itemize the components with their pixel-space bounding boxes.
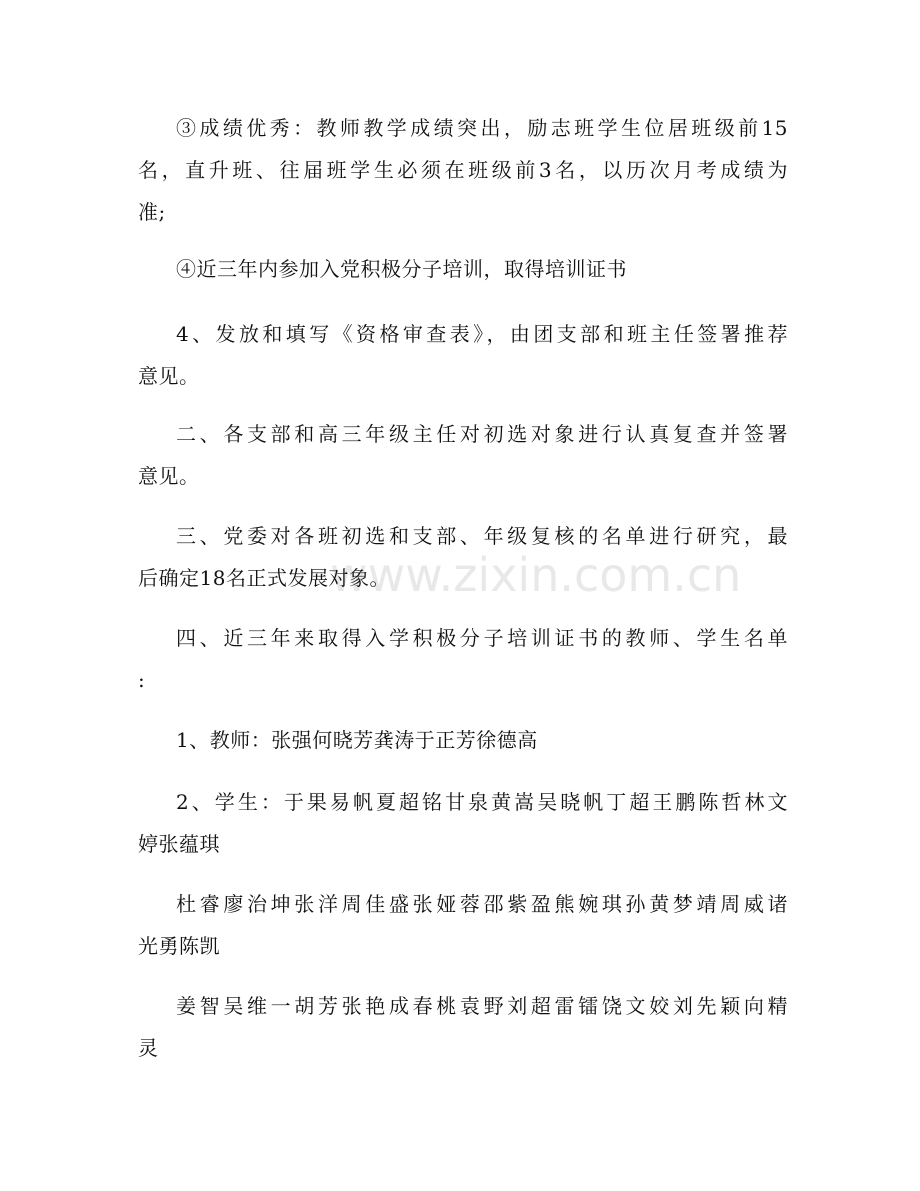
text-line: 光勇陈凯 <box>138 934 220 958</box>
text-line: : <box>138 668 146 692</box>
paragraph-section-3 <box>138 515 788 599</box>
text-line: 婷张蕴琪 <box>138 832 220 856</box>
text-line: 2、学生：于果易帆夏超铭甘泉黄嵩吴晓帆丁超王鹏陈哲林文 <box>176 790 788 814</box>
paragraph-step-4 <box>138 313 788 397</box>
paragraph-criteria-3 <box>138 107 788 233</box>
paragraph-section-4 <box>138 617 788 701</box>
text-line: 意见。 <box>138 364 200 388</box>
text-line: 姜智吴维一胡芳张艳成春桃袁野刘超雷镭饶文姣刘先颖向精 <box>176 994 788 1018</box>
paragraph-teachers <box>138 719 788 761</box>
text-line: 准; <box>138 200 166 224</box>
text-line: ③成绩优秀：教师教学成绩突出，励志班学生位居班级前15 <box>176 116 788 140</box>
text-line: 二、各支部和高三年级主任对初选对象进行认真复查并签署 <box>176 422 788 446</box>
text-line: 四、近三年来取得入学积极分子培训证书的教师、学生名单 <box>176 626 788 650</box>
paragraph-students-2 <box>138 883 788 967</box>
text-line: ④近三年内参加入党积极分子培训，取得培训证书 <box>176 257 627 281</box>
text-line: 名，直升班、往届班学生必须在班级前3名，以历次月考成绩为 <box>138 158 788 182</box>
paragraph-students <box>138 781 788 865</box>
paragraph-students-3 <box>138 985 788 1069</box>
text-line: 杜睿廖治坤张洋周佳盛张娅蓉邵紫盈熊婉琪孙黄梦靖周威诸 <box>176 892 788 916</box>
text-line: 灵 <box>138 1036 159 1060</box>
text-line: 后确定18名正式发展对象。 <box>138 566 390 590</box>
text-line: 三、党委对各班初选和支部、年级复核的名单进行研究，最 <box>176 524 788 548</box>
paragraph-section-2 <box>138 413 788 497</box>
paragraph-criteria-4 <box>138 248 788 290</box>
watermark: www.zixin.com.cn <box>330 548 742 602</box>
text-line: 意见。 <box>138 464 200 488</box>
text-line: 1、教师：张强何晓芳龚涛于正芳徐德高 <box>176 728 538 752</box>
text-line: 4、发放和填写《资格审查表》，由团支部和班主任签署推荐 <box>176 322 788 346</box>
